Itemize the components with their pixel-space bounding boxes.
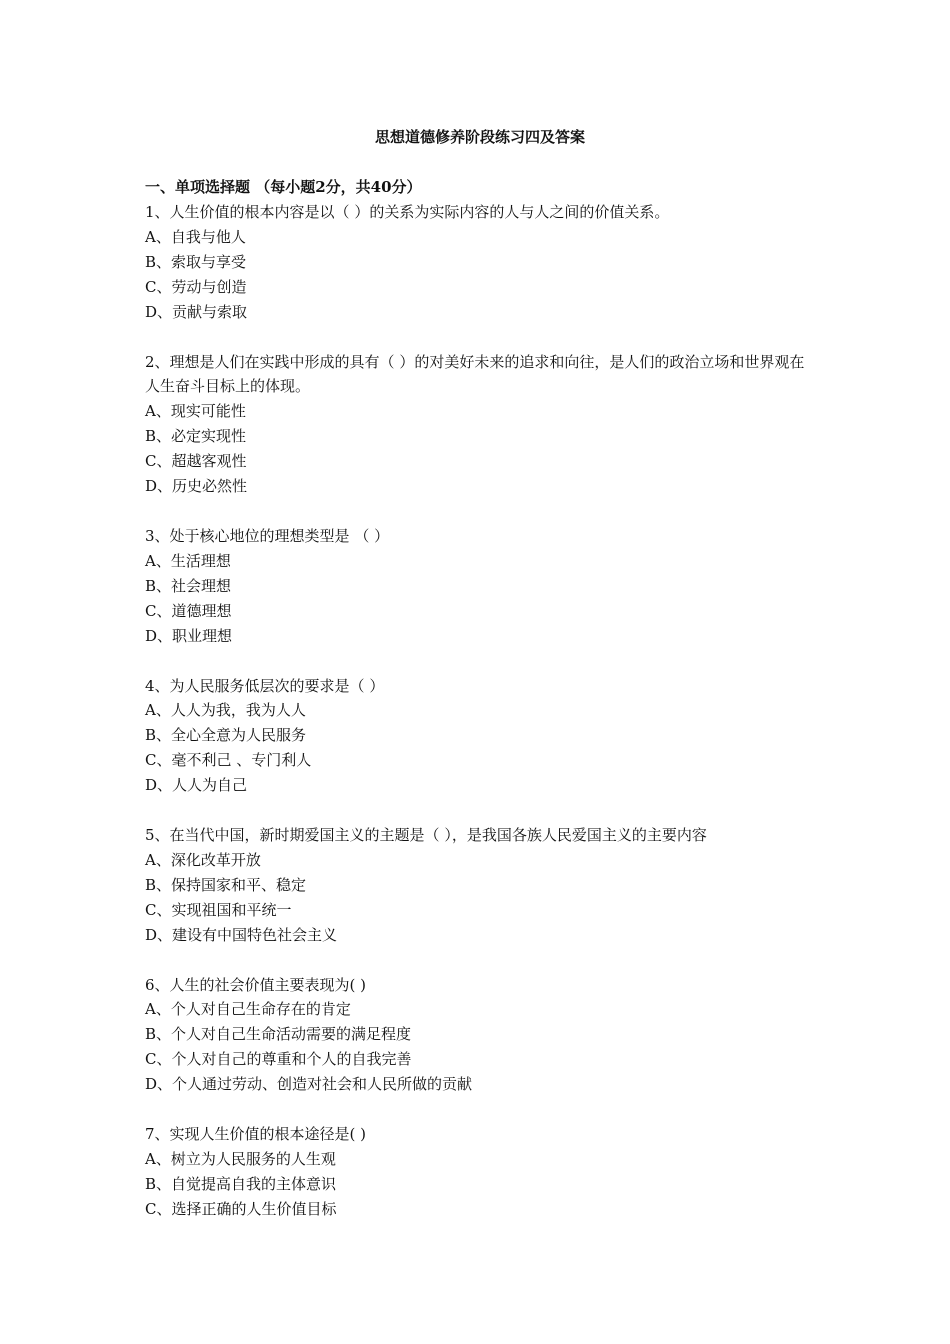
question-stem: 4、为人民服务低层次的要求是（ ） (145, 676, 385, 695)
option-c: C、选择正确的人生价值目标 (145, 1199, 337, 1218)
option-c: C、个人对自己的尊重和个人的自我完善 (145, 1050, 412, 1069)
question-stem: 5、在当代中国，新时期爱国主义的主题是（ ），是我国各族人民爱国主义的主要内容 (145, 826, 707, 845)
option-b: B、全心全意为人民服务 (145, 726, 307, 745)
option-a: A、个人对自己生命存在的肯定 (145, 1000, 351, 1019)
question-7 (145, 1122, 815, 1222)
option-c: C、超越客观性 (145, 452, 247, 471)
option-b: B、保持国家和平、稳定 (145, 875, 307, 894)
option-d: D、职业理想 (145, 626, 233, 645)
question-stem: 1、人生价值的根本内容是以（ ）的关系为实际内容的人与人之间的价值关系。 (145, 203, 670, 221)
option-a: A、树立为人民服务的人生观 (145, 1150, 336, 1168)
option-a: A、人人为我，我为人人 (145, 701, 306, 720)
option-b: B、社会理想 (145, 576, 232, 595)
question-2 (145, 350, 815, 499)
option-c: C、道德理想 (145, 601, 232, 620)
option-d: D、历史必然性 (145, 477, 248, 496)
question-stem: 6、人生的社会价值主要表现为( ) (145, 975, 367, 994)
question-stem: 2、理想是人们在实践中形成的具有（ ）的对美好未来的追求和向往，是人们的政治立场和世界观在人生奋斗目标上的体现。 (145, 352, 805, 396)
option-d: D、人人为自己 (145, 776, 248, 795)
option-a: A、深化改革开放 (145, 850, 261, 869)
option-b: B、索取与享受 (145, 252, 247, 271)
option-b: B、自觉提高自我的主体意识 (145, 1174, 337, 1193)
question-1 (145, 200, 815, 325)
option-c: C、实现祖国和平统一 (145, 900, 292, 919)
document-title: 思想道德修养阶段练习四及答案 (374, 128, 585, 146)
section-heading: 一、单项选择题 （每小题2分，共40分） (145, 178, 422, 196)
question-stem: 3、处于核心地位的理想类型是 （ ） (145, 526, 390, 545)
option-b: B、必定实现性 (145, 427, 247, 446)
question-3 (145, 524, 815, 649)
question-5 (145, 823, 815, 948)
question-stem: 7、实现人生价值的根本途径是( ) (145, 1125, 367, 1144)
option-c: C、毫不利己 、专门利人 (145, 751, 312, 770)
document-page (145, 124, 815, 1247)
option-c: C、劳动与创造 (145, 277, 247, 296)
option-b: B、个人对自己生命活动需要的满足程度 (145, 1025, 412, 1044)
option-a: A、生活理想 (145, 551, 231, 570)
question-4 (145, 674, 815, 799)
option-d: D、个人通过劳动、创造对社会和人民所做的贡献 (145, 1075, 473, 1094)
option-a: A、现实可能性 (145, 402, 246, 421)
option-d: D、贡献与索取 (145, 302, 248, 321)
option-a: A、自我与他人 (145, 227, 246, 246)
option-d: D、建设有中国特色社会主义 (145, 925, 338, 944)
question-6 (145, 973, 815, 1098)
